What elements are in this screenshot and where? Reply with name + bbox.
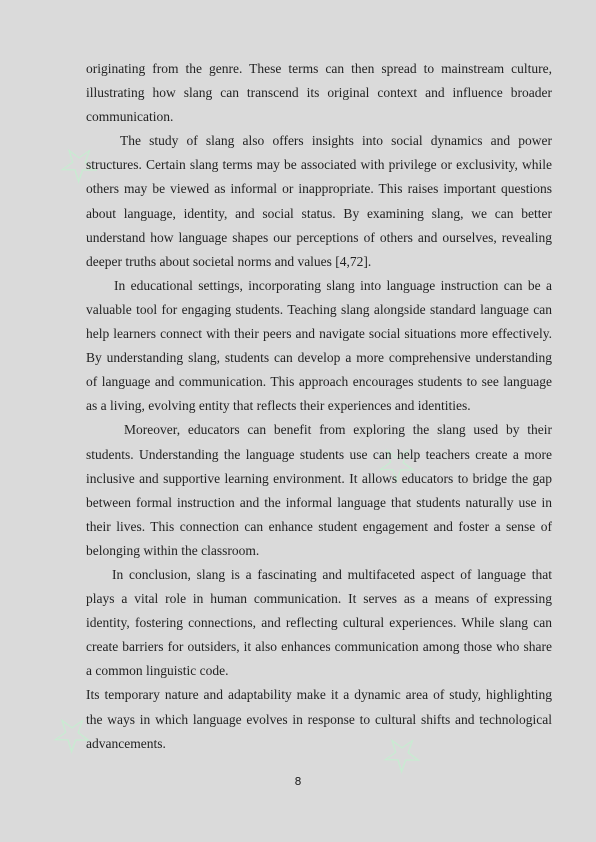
paragraph-educators: Moreover, educators can benefit from exploring the slang used by their students. Understanding the language students use can help teachers create a more inclusive and supportive learning environment. It allows educators to bridge the gap between formal instruction and the informal language that students naturally use in their lives. This connection can enhance student engagement and foster a sense of belonging within the classroom. (86, 422, 552, 558)
watermark-star-icon: ☆ (367, 718, 436, 790)
paragraph-conclusion: In conclusion, slang is a fascinating and multifaceted aspect of language that plays a vital role in human communication. It serves as a means of expressing identity, fostering connections, and reflecting cultural experiences. While slang can create barriers for outsiders, it also enhances communication among those who share a common linguistic code. (86, 566, 552, 679)
watermark-star-icon: ☆ (362, 428, 431, 500)
paragraph-social-dynamics: The study of slang also offers insights into social dynamics and power structures. Certain slang terms may be associated with privilege or exclusivity, while others may be viewed as informal or inappropriate. This raises important questions about language, identity, and social status. By examining slang, we can better understand how language shapes our perceptions of others and ourselves, revealing deeper truths about societal norms and values [4,72]. (86, 133, 552, 269)
body-text (86, 57, 552, 756)
page-number: 8 (294, 775, 302, 788)
paragraph-final: Its temporary nature and adaptability make it a dynamic area of study, highlighting the ways in which language evolves in response to cultural shifts and technological advancements. (86, 687, 552, 751)
watermark-star-icon: ☆ (37, 698, 106, 770)
paragraph-continuation: originating from the genre. These terms can then spread to mainstream culture, illustrating how slang can transcend its original context and influence broader communication. (86, 61, 552, 125)
paragraph-educational-settings: In educational settings, incorporating slang into language instruction can be a valuable tool for engaging students. Teaching slang alongside standard language can help learners connect with their peers and navigate social situations more effectively. By understanding slang, students can develop a more comprehensive understanding of language and communication. This approach encourages students to see language as a living, evolving entity that reflects their experiences and identities. (86, 277, 552, 414)
watermark-star-icon: ☆ (44, 128, 113, 200)
